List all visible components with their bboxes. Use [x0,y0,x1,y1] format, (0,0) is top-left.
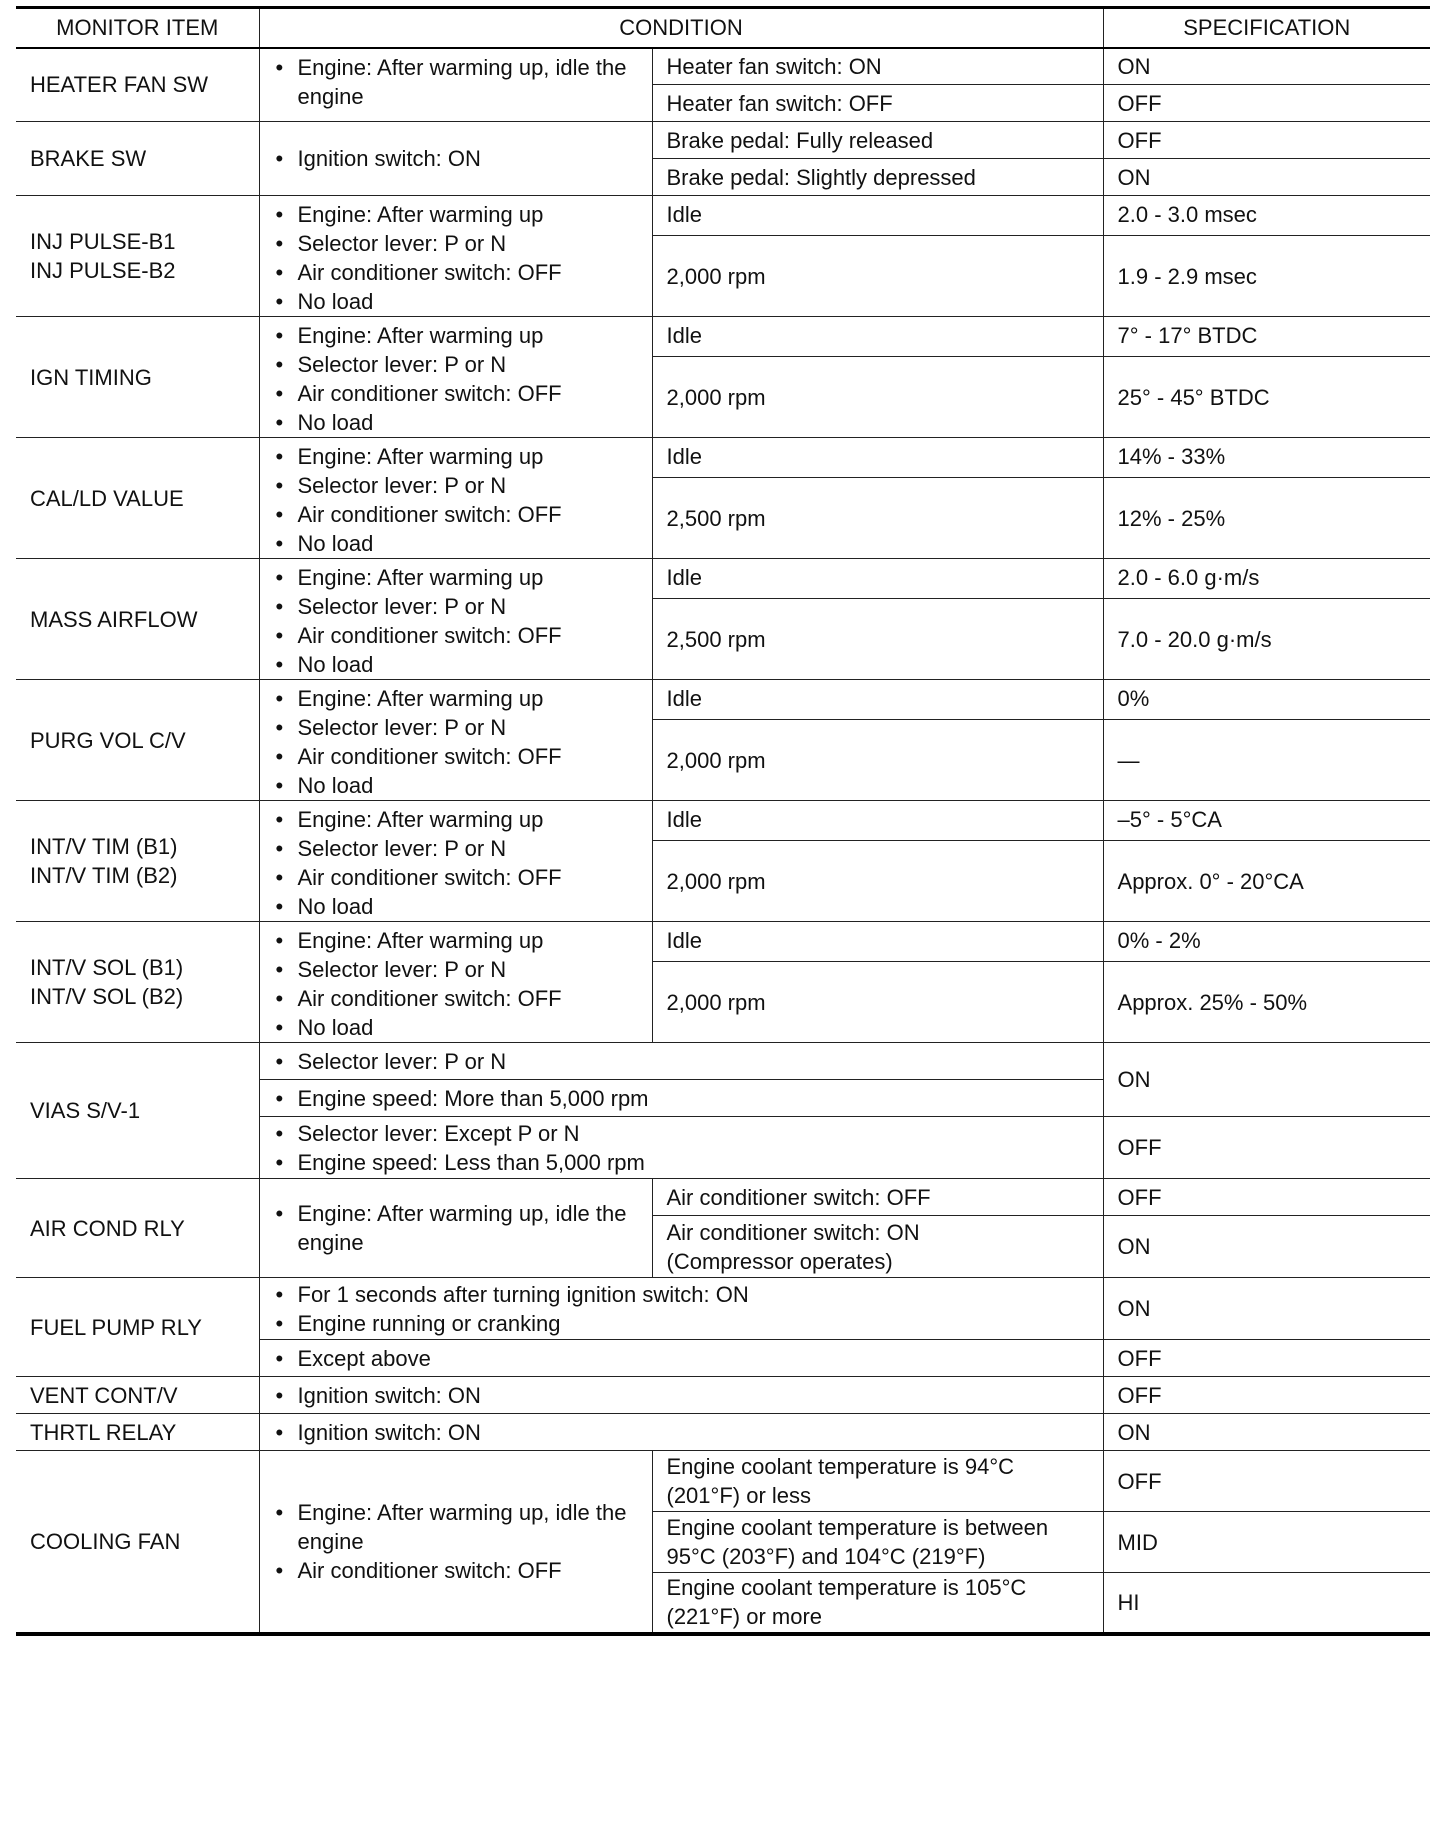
specification [1103,122,1430,159]
sub-condition-line: Air conditioner switch: ON [666,1219,920,1245]
monitor-item-line: BRAKE SW [30,146,147,171]
header-monitor-item: MONITOR ITEM [16,8,259,48]
specification [1103,680,1430,720]
sub-condition [652,801,1103,841]
condition-cell [259,48,652,122]
specification [1103,801,1430,841]
condition-bullet: • Air conditioner switch: OFF [274,621,638,650]
condition-cell [259,1377,1103,1414]
monitor-item-line: PURG VOL C/V [30,727,186,753]
monitor-item-line: INT/V SOL (B2) [30,984,184,1009]
condition-bullet: • Engine: After warming up [274,321,638,350]
specification-line: Approx. 25% - 50% [1117,989,1308,1015]
table-row [16,801,1430,841]
specification-line: ON [1117,53,1151,79]
sub-condition [652,720,1103,801]
condition-list [274,1119,1089,1177]
condition-bullet: • Selector lever: P or N [274,955,638,984]
sub-condition [652,599,1103,680]
condition-bullet: • Selector lever: Except P or N [274,1119,1089,1148]
sub-condition [652,85,1103,122]
monitor-item: COOLING FAN [16,1451,259,1634]
condition-bullet: • Ignition switch: ON [274,1381,1089,1410]
condition-bullet: • Engine running or cranking [274,1309,1089,1338]
sub-condition-line: Brake pedal: Slightly depressed [666,164,976,190]
specification [1103,48,1430,85]
condition-list [274,1381,1089,1410]
specification: OFF [1103,1179,1430,1216]
condition-bullet: • Ignition switch: ON [274,1418,1089,1447]
sub-condition-line: (221°F) or more [666,1604,823,1630]
condition-bullet: • Engine: After warming up [274,442,638,471]
sub-condition [652,1216,1103,1278]
sub-condition-line: Idle [666,807,702,832]
condition-bullet: • Selector lever: P or N [274,834,638,863]
sub-condition-line: Engine coolant temperature is between [666,1515,1049,1540]
condition-list [274,1344,1089,1373]
sub-condition [652,48,1103,85]
condition-cell [259,317,652,438]
table-body [16,48,1430,1634]
specification-line: OFF [1117,127,1162,153]
specification-line: –5° - 5°CA [1117,807,1222,832]
specification [1103,720,1430,801]
sub-condition [652,478,1103,559]
specification-line: 2.0 - 3.0 msec [1117,202,1257,227]
monitor-item [16,122,259,196]
condition-bullet: • Air conditioner switch: OFF [274,742,638,771]
sub-condition [652,196,1103,236]
table-row [16,122,1430,159]
condition-cell [259,1414,1103,1451]
specification-line: 14% - 33% [1117,444,1226,469]
specification [1103,922,1430,962]
specification-line: 2.0 - 6.0 g·m/s [1117,565,1260,590]
sub-condition-line: 2,000 rpm [666,747,766,773]
condition-bullet: • Selector lever: P or N [274,229,638,258]
specification: ON [1103,1278,1430,1340]
header-specification: SPECIFICATION [1103,8,1430,48]
specification: ON [1103,1414,1430,1451]
sub-condition-line: Idle [666,444,702,469]
sub-condition-line: Idle [666,323,702,348]
header-condition: CONDITION [259,8,1103,48]
condition-bullet: • Engine speed: Less than 5,000 rpm [274,1148,1089,1177]
sub-condition [652,1573,1103,1634]
condition-list [274,805,638,921]
condition-cell [259,1080,1103,1117]
condition-cell [259,801,652,922]
condition-bullet: • Selector lever: P or N [274,1047,1089,1076]
table-row [16,559,1430,599]
table-row [16,1043,1430,1080]
monitor-item: AIR COND RLY [16,1179,259,1278]
specification [1103,599,1430,680]
monitor-item: THRTL RELAY [16,1414,259,1451]
table-row [16,48,1430,85]
monitor-item-line: MASS AIRFLOW [30,606,198,632]
sub-condition-line: Engine coolant temperature is 105°C [666,1575,1027,1601]
specification: HI [1103,1573,1430,1634]
sub-condition-line: 2,500 rpm [666,505,766,531]
monitor-item [16,196,259,317]
sub-condition-line: (201°F) or less [666,1483,812,1508]
monitor-item [16,559,259,680]
specification-line: 25° - 45° BTDC [1117,384,1270,410]
monitor-item-line: CAL/LD VALUE [30,485,184,511]
specification-line: 1.9 - 2.9 msec [1117,263,1257,289]
sub-condition-line: (Compressor operates) [666,1248,893,1274]
sub-condition-line: Idle [666,928,702,953]
specification [1103,159,1430,196]
sub-condition [652,122,1103,159]
sub-condition [652,159,1103,196]
specification-line: 0% - 2% [1117,928,1201,953]
specification-line: OFF [1117,90,1162,116]
condition-list [274,53,638,111]
condition-bullet: • Selector lever: P or N [274,350,638,379]
monitor-item [16,48,259,122]
condition-cell [259,559,652,680]
condition-bullet: • Air conditioner switch: OFF [274,258,638,287]
sub-condition [652,1451,1103,1512]
specification: OFF [1103,1377,1430,1414]
condition-list [274,144,638,173]
sub-condition-line: 2,000 rpm [666,263,766,289]
condition-bullet: • Engine: After warming up [274,563,638,592]
specification-line: — [1117,747,1140,773]
sub-condition-line: Idle [666,686,702,711]
condition-bullet: • No load [274,892,638,921]
condition-bullet: • Except above [274,1344,1089,1373]
condition-bullet: • No load [274,529,638,558]
specification: OFF [1103,1117,1430,1179]
condition-bullet: • Engine: After warming up [274,926,638,955]
condition-list [274,1199,638,1257]
sub-condition-line: Heater fan switch: ON [666,53,882,79]
condition-bullet: • Selector lever: P or N [274,471,638,500]
condition-bullet: • No load [274,287,638,316]
sub-condition [652,1512,1103,1573]
condition-list [274,1280,1089,1338]
condition-cell [259,1179,652,1278]
condition-cell [259,680,652,801]
monitor-item [16,680,259,801]
specification-line: 12% - 25% [1117,505,1226,531]
monitor-item-line: IGN TIMING [30,364,152,390]
sub-condition-line: Idle [666,202,702,227]
monitor-spec-table [16,6,1430,1636]
condition-bullet: • Engine: After warming up, idle the engine [274,1498,638,1556]
sub-condition-line: 95°C (203°F) and 104°C (219°F) [666,1544,986,1569]
table-row [16,680,1430,720]
sub-condition [652,962,1103,1043]
specification-line: ON [1117,164,1151,190]
condition-list [274,926,638,1042]
sub-condition [652,357,1103,438]
specification-line: Approx. 0° - 20°CA [1117,868,1304,894]
monitor-item [16,801,259,922]
condition-bullet: • Ignition switch: ON [274,144,638,173]
condition-bullet: • Selector lever: P or N [274,592,638,621]
condition-bullet: • Engine: After warming up [274,805,638,834]
condition-list [274,1047,1089,1076]
monitor-item: FUEL PUMP RLY [16,1278,259,1377]
specification [1103,85,1430,122]
table-row [16,438,1430,478]
specification [1103,196,1430,236]
condition-list [274,442,638,558]
specification: OFF [1103,1451,1430,1512]
sub-condition [652,236,1103,317]
sub-condition-line: 2,000 rpm [666,989,766,1015]
table-row [16,1179,1430,1216]
sub-condition [652,922,1103,962]
monitor-item [16,317,259,438]
monitor-item-line: INT/V SOL (B1) [30,955,184,980]
condition-cell [259,1340,1103,1377]
sub-condition-line: Engine coolant temperature is 94°C [666,1454,1015,1479]
condition-bullet: • Engine: After warming up [274,200,638,229]
condition-cell [259,196,652,317]
condition-bullet: • Air conditioner switch: OFF [274,500,638,529]
specification-line: 0% [1117,686,1150,711]
condition-cell [259,1278,1103,1340]
sub-condition [652,841,1103,922]
monitor-item [16,922,259,1043]
condition-list [274,1084,1089,1113]
condition-bullet: • No load [274,650,638,679]
condition-bullet: • Air conditioner switch: OFF [274,984,638,1013]
specification [1103,478,1430,559]
condition-cell [259,1117,1103,1179]
table-row [16,1278,1430,1340]
specification [1103,357,1430,438]
condition-bullet: • Engine: After warming up, idle the engine [274,53,638,111]
specification-line: 7° - 17° BTDC [1117,323,1258,348]
condition-bullet: • Air conditioner switch: OFF [274,863,638,892]
condition-bullet: • Air conditioner switch: OFF [274,1556,638,1585]
monitor-item: VENT CONT/V [16,1377,259,1414]
specification-line: 7.0 - 20.0 g·m/s [1117,626,1272,652]
sub-condition-line: 2,000 rpm [666,384,766,410]
condition-cell [259,922,652,1043]
monitor-item [16,438,259,559]
monitor-item: VIAS S/V-1 [16,1043,259,1179]
monitor-item-line: INJ PULSE-B1 [30,229,176,254]
condition-cell [259,122,652,196]
specification: ON [1103,1216,1430,1278]
condition-bullet: • No load [274,771,638,800]
specification: ON [1103,1043,1430,1117]
condition-bullet: • Engine: After warming up, idle the engine [274,1199,638,1257]
specification [1103,962,1430,1043]
condition-list [274,1418,1089,1447]
sub-condition-line: Heater fan switch: OFF [666,90,893,116]
monitor-item-line: HEATER FAN SW [30,72,209,98]
condition-list [274,684,638,800]
sub-condition-line: 2,000 rpm [666,868,766,894]
condition-bullet: • No load [274,1013,638,1042]
table-row [16,317,1430,357]
condition-bullet: • No load [274,408,638,437]
specification: MID [1103,1512,1430,1573]
condition-bullet: • Engine: After warming up [274,684,638,713]
table-row [16,1377,1430,1414]
specification: OFF [1103,1340,1430,1377]
specification [1103,841,1430,922]
condition-list [274,200,638,316]
table-row [16,1414,1430,1451]
monitor-item-line: INJ PULSE-B2 [30,258,176,283]
condition-list [274,563,638,679]
sub-condition-line: Brake pedal: Fully released [666,127,934,153]
specification [1103,438,1430,478]
table-row [16,1451,1430,1512]
condition-cell [259,1451,652,1634]
monitor-item-line: INT/V TIM (B1) [30,834,178,859]
header-row [16,8,1430,48]
table-row [16,196,1430,236]
condition-bullet: • For 1 seconds after turning ignition switch: ON [274,1280,1089,1309]
sub-condition [652,438,1103,478]
specification [1103,236,1430,317]
condition-cell [259,1043,1103,1080]
sub-condition-line: 2,500 rpm [666,626,766,652]
condition-bullet: • Engine speed: More than 5,000 rpm [274,1084,1089,1113]
sub-condition [652,559,1103,599]
condition-list [274,321,638,437]
sub-condition [652,680,1103,720]
monitor-item-line: INT/V TIM (B2) [30,863,178,888]
table-row [16,922,1430,962]
sub-condition-line: Idle [666,565,702,590]
condition-bullet: • Air conditioner switch: OFF [274,379,638,408]
condition-list [274,1498,638,1585]
sub-condition: Air conditioner switch: OFF [652,1179,1103,1216]
specification [1103,559,1430,599]
condition-cell [259,438,652,559]
sub-condition [652,317,1103,357]
condition-bullet: • Selector lever: P or N [274,713,638,742]
specification [1103,317,1430,357]
